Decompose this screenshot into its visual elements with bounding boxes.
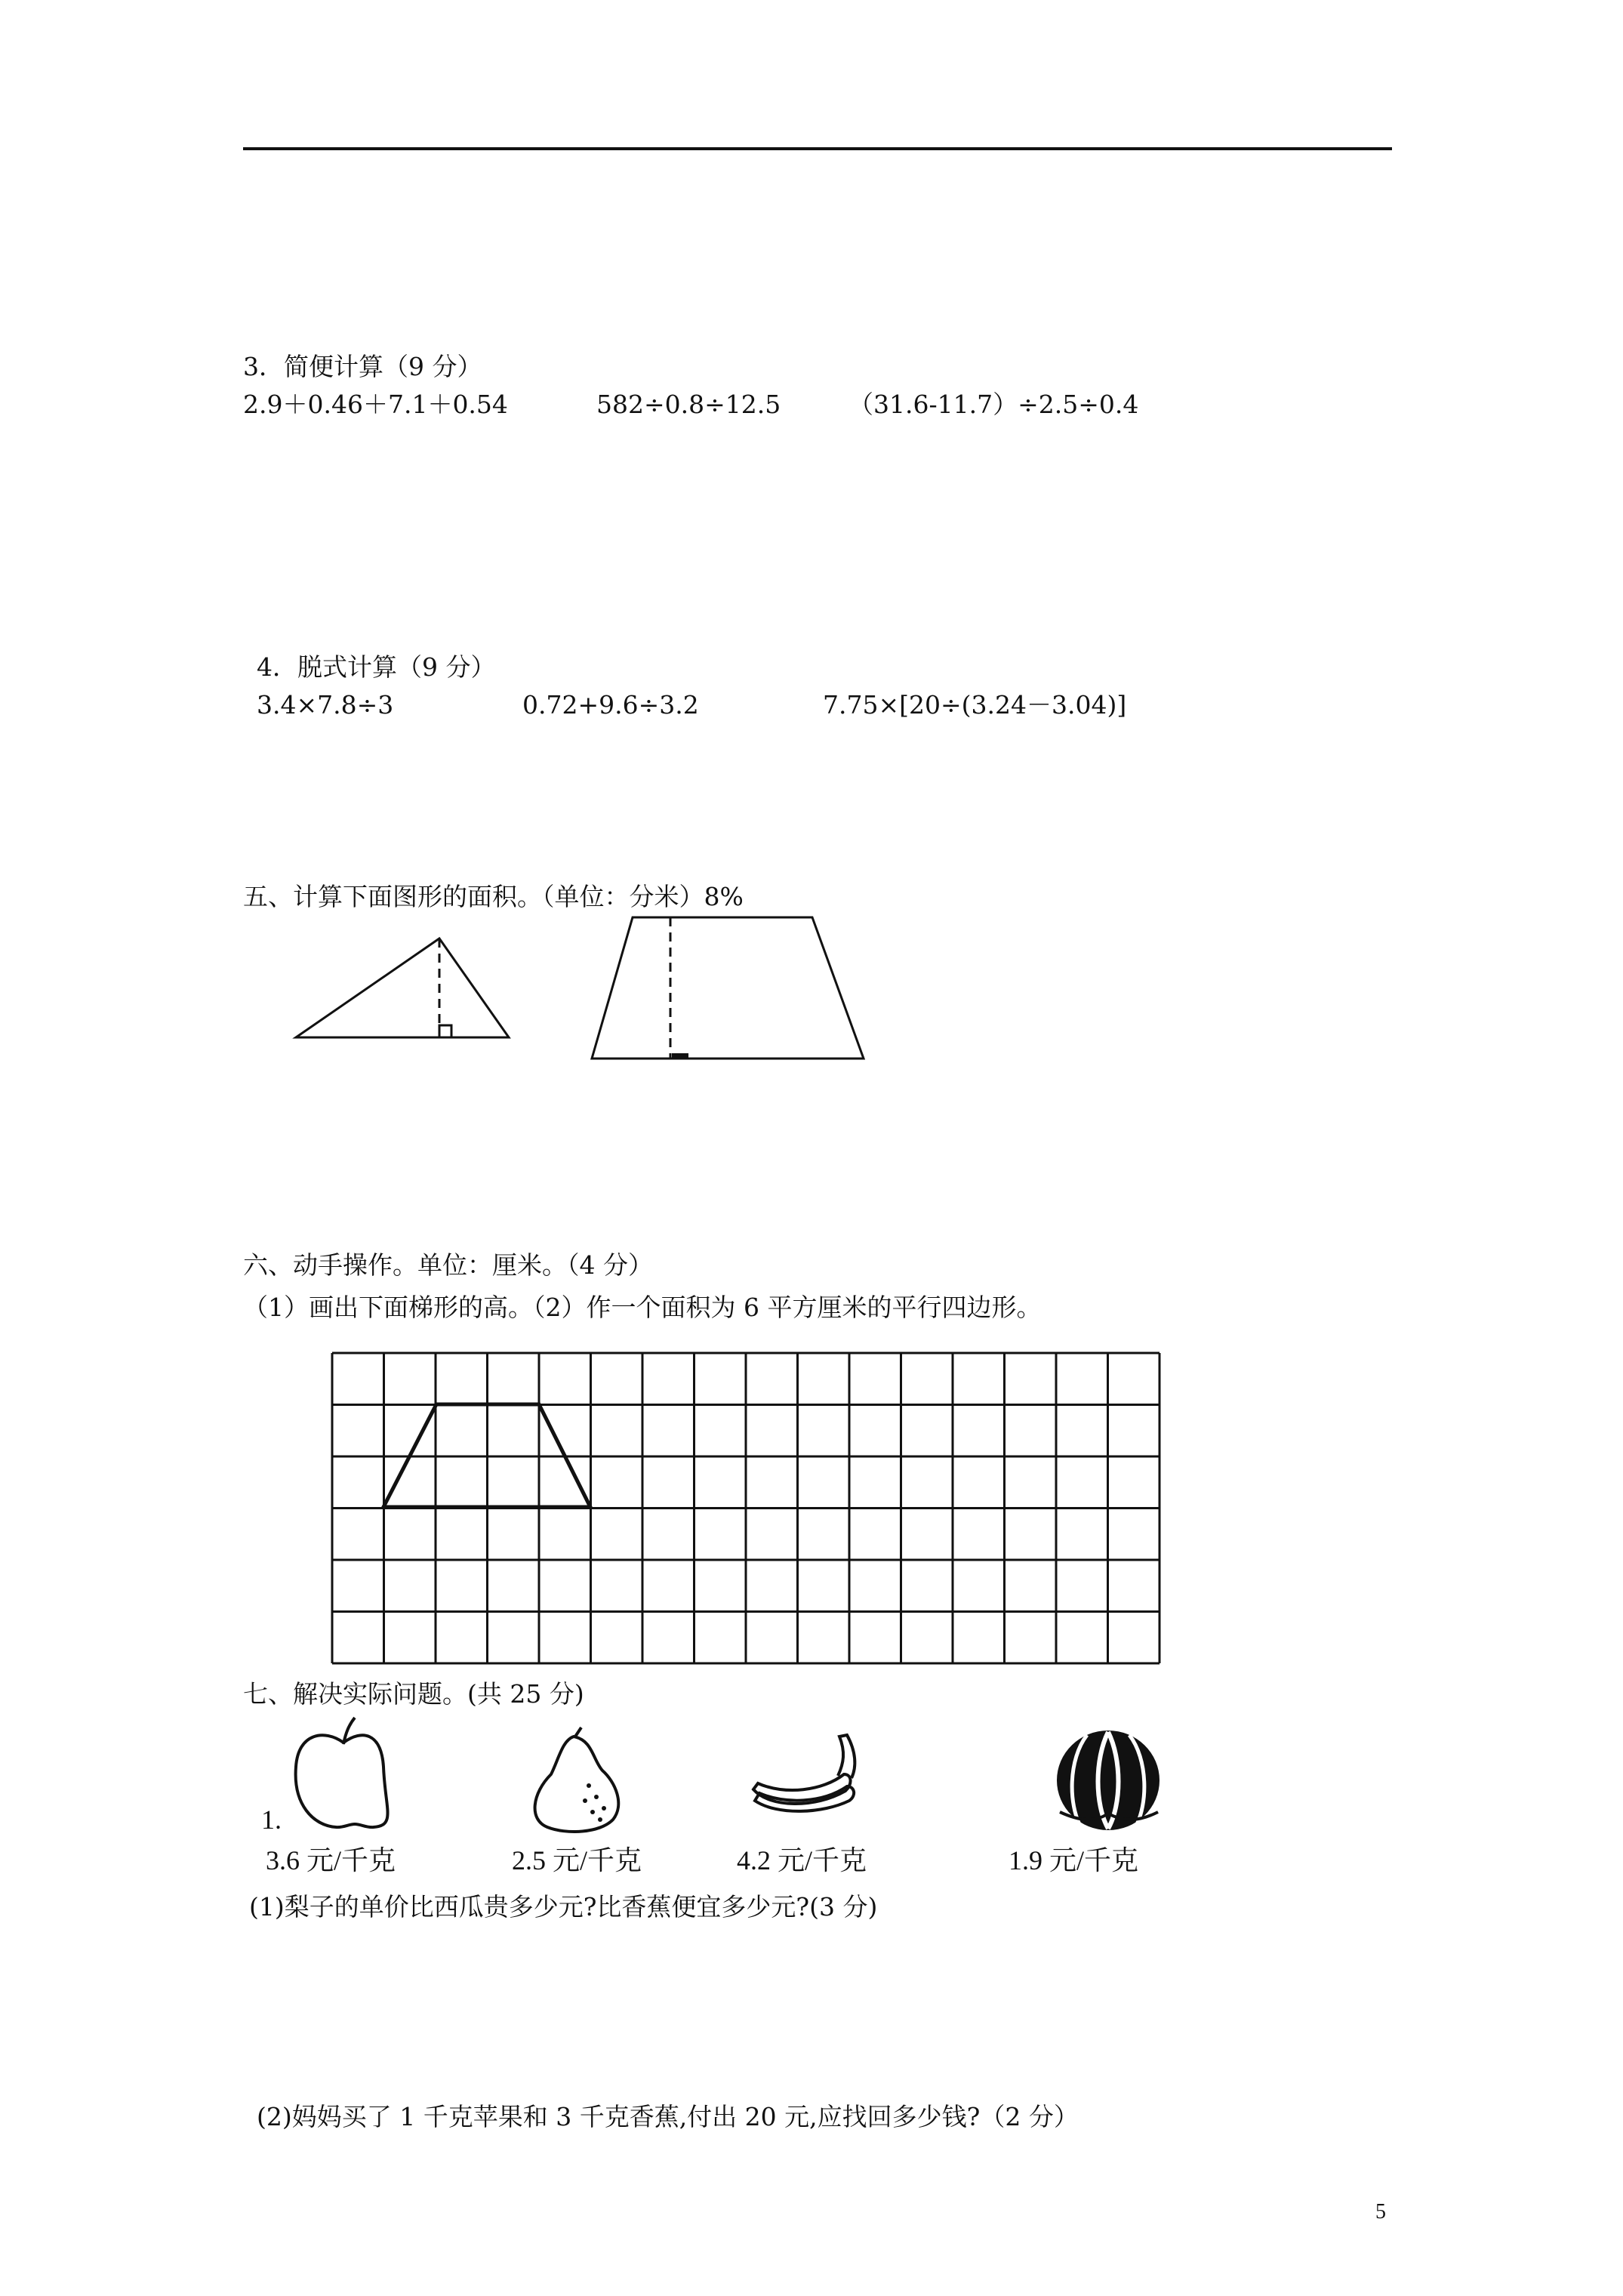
price-pear: 2.5 元/千克 bbox=[512, 1845, 642, 1875]
triangle-figure bbox=[296, 938, 509, 1037]
price-apple: 3.6 元/千克 bbox=[266, 1845, 396, 1875]
problem-number: 1. bbox=[261, 1804, 282, 1835]
price-banana: 4.2 元/千克 bbox=[737, 1845, 867, 1875]
section6-heading: 六、动手操作。单位：厘米。（4 分） bbox=[243, 1250, 653, 1280]
section3-expr-2: 582÷0.8÷12.5 bbox=[596, 390, 781, 419]
question-2: (2)妈妈买了 1 千克苹果和 3 千克香蕉,付出 20 元,应找回多少钱?（2 分） bbox=[257, 2102, 1079, 2131]
pear-icon bbox=[535, 1727, 619, 1832]
section5-heading: 五、计算下面图形的面积。（单位：分米）8% bbox=[243, 882, 744, 911]
trapezoid-figure bbox=[592, 917, 864, 1059]
section4-expr-2: 0.72+9.6÷3.2 bbox=[522, 690, 699, 720]
banana-icon bbox=[753, 1735, 855, 1811]
question-1: (1)梨子的单价比西瓜贵多少元?比香蕉便宜多少元?(3 分) bbox=[249, 1892, 878, 1922]
price-watermelon: 1.9 元/千克 bbox=[1009, 1845, 1139, 1875]
section3-expr-1: 2.9＋0.46＋7.1＋0.54 bbox=[243, 390, 508, 419]
watermelon-icon bbox=[1057, 1730, 1160, 1830]
page-number: 5 bbox=[1375, 2200, 1386, 2224]
section4-expr-1: 3.4×7.8÷3 bbox=[257, 690, 394, 720]
section4-heading: 4．脱式计算（9 分） bbox=[257, 652, 496, 682]
section7-heading: 七、解决实际问题。(共 25 分) bbox=[243, 1679, 584, 1709]
section4-expr-3: 7.75×[20÷(3.24－3.04)] bbox=[823, 690, 1127, 720]
section6-instruction: （1）画出下面梯形的高。（2）作一个面积为 6 平方厘米的平行四边形。 bbox=[243, 1293, 1042, 1322]
section3-heading: 3．简便计算（9 分） bbox=[243, 352, 482, 381]
section3-expr-3: （31.6-11.7）÷2.5÷0.4 bbox=[848, 390, 1139, 419]
apple-icon bbox=[296, 1718, 388, 1827]
